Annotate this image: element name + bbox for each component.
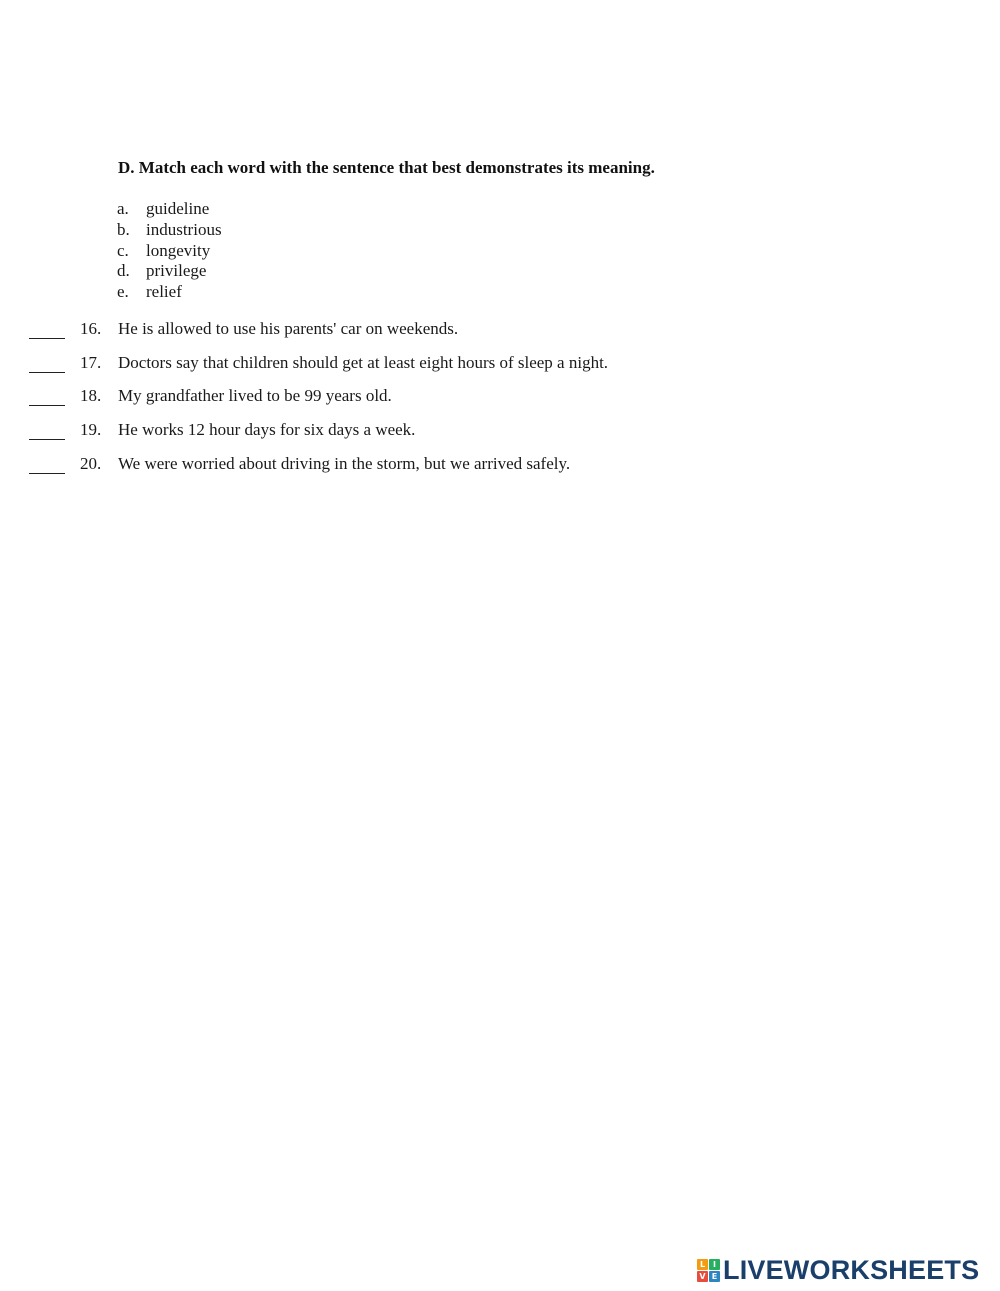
logo-cell: E xyxy=(709,1271,720,1282)
question-text: He works 12 hour days for six days a week. xyxy=(118,420,416,440)
question-row xyxy=(0,453,1000,487)
answer-blank-16[interactable] xyxy=(29,318,65,339)
logo-cell: I xyxy=(709,1259,720,1270)
answer-blank-20[interactable] xyxy=(29,453,65,474)
word-text: guideline xyxy=(146,199,210,218)
word-bank-item xyxy=(117,241,222,262)
question-text: My grandfather lived to be 99 years old. xyxy=(118,386,392,406)
word-letter: d. xyxy=(117,261,130,281)
logo-mark-icon xyxy=(697,1259,720,1282)
word-text: industrious xyxy=(146,219,222,239)
word-bank-item xyxy=(117,199,222,220)
question-row xyxy=(0,419,1000,453)
word-text: relief xyxy=(146,282,182,302)
question-text: Doctors say that children should get at least eight hours of sleep a night. xyxy=(118,352,609,372)
section-heading: D. Match each word with the sentence that best demonstrates its meaning. xyxy=(118,158,655,177)
word-text: privilege xyxy=(146,261,207,281)
word-bank-item xyxy=(117,261,222,282)
liveworksheets-logo xyxy=(697,1255,979,1285)
question-row xyxy=(0,385,1000,419)
logo-cell: L xyxy=(697,1259,708,1270)
answer-blank-18[interactable] xyxy=(29,385,65,406)
logo-text: LIVEWORKSHEETS xyxy=(723,1255,980,1285)
question-row xyxy=(0,318,1000,352)
question-text: We were worried about driving in the storm, but we arrived safely. xyxy=(118,453,571,473)
question-number: 16. xyxy=(80,319,102,338)
question-number: 17. xyxy=(80,352,102,372)
word-letter: b. xyxy=(117,219,130,239)
answer-blank-17[interactable] xyxy=(29,352,65,373)
word-bank xyxy=(117,199,222,303)
question-list xyxy=(0,318,1000,486)
question-row xyxy=(0,352,1000,386)
word-letter: a. xyxy=(117,199,129,218)
word-text: longevity xyxy=(146,240,211,260)
word-bank-item xyxy=(117,282,222,303)
question-number: 18. xyxy=(80,386,102,406)
question-number: 20. xyxy=(80,453,102,473)
answer-blank-19[interactable] xyxy=(29,419,65,440)
word-letter: e. xyxy=(117,282,129,302)
word-letter: c. xyxy=(117,240,129,260)
word-bank-item xyxy=(117,220,222,241)
question-number: 19. xyxy=(80,420,102,440)
logo-cell: V xyxy=(697,1271,708,1282)
question-text: He is allowed to use his parents' car on weekends. xyxy=(118,319,459,338)
